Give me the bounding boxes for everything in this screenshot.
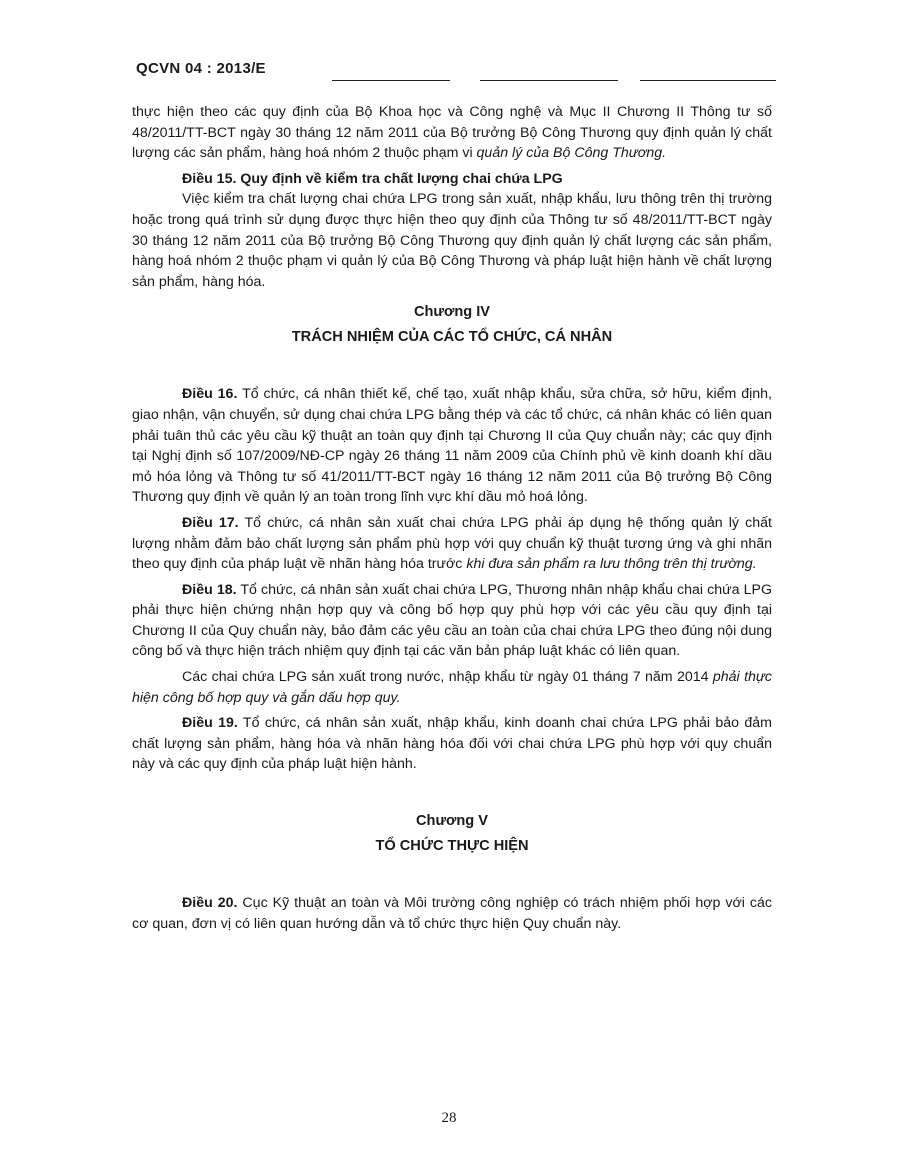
standard-code: QCVN 04 : 2013/E xyxy=(136,60,266,77)
article-18: Điều 18. Tổ chức, cá nhân sản xuất chai chứa LPG, Thương nhân nhập khẩu chai chứa LPG phải thực hiện chứng nhận hợp quy và công bố hợp quy phù hợp với các yêu cầu quy định tại Chương II của Quy chuẩn này, bảo đảm các yêu cầu an toàn của chai chứa LPG theo đúng nội dung công bố và thực hiện trách nhiệm quy định tại các văn bản pháp luật khác có liên quan. xyxy=(132,581,772,660)
article-16: Điều 16. Tổ chức, cá nhân thiết kế, chế tạo, xuất nhập khẩu, sửa chữa, sở hữu, kiểm định, giao nhận, vận chuyển, sử dụng chai chứa LPG bằng thép và các tổ chức, cá nhân khác có liên quan phải tuân thủ các yêu cầu kỹ thuật an toàn quy định tại Chương II của Quy chuẩn này; các quy định tại Nghị định số 107/2009/NĐ-CP ngày 26 tháng 11 năm 2009 của Chính phủ về kinh doanh khí dầu mỏ hóa lỏng và Thông tư số 41/2011/TT-BCT ngày 16 tháng 12 năm 2011 của Bộ trưởng Bộ Công Thương quy định về quản lý an toàn trong lĩnh vực khí dầu mỏ hoá lỏng. xyxy=(132,386,772,506)
article-15-title: Điều 15. Quy định về kiểm tra chất lượng chai chứa LPG xyxy=(182,170,563,187)
article-17-label: Điều 17. xyxy=(182,514,239,531)
article-17: Điều 17. Tổ chức, cá nhân sản xuất chai chứa LPG phải áp dụng hệ thống quản lý chất lượng nhằm đảm bảo chất lượng sản phẩm phù hợp với quy chuẩn kỹ thuật tương ứng và ghi nhãn theo quy định của pháp luật về nhãn hàng hóa trước khi đưa sản phẩm ra lưu thông trên thị trường. xyxy=(132,514,772,573)
header-rule xyxy=(480,80,618,81)
article-18-extra: Các chai chứa LPG sản xuất trong nước, nhập khẩu từ ngày 01 tháng 7 năm 2014 phải thực hiện công bố hợp quy và gắn dấu hợp quy. xyxy=(132,669,772,706)
article-16-label: Điều 16. xyxy=(182,386,238,403)
chapter-4-title: TRÁCH NHIỆM CỦA CÁC TỔ CHỨC, CÁ NHÂN xyxy=(291,329,613,346)
page-number: 28 xyxy=(441,1110,457,1126)
document-body xyxy=(132,102,772,934)
article-15-body: Việc kiểm tra chất lượng chai chứa LPG trong sản xuất, nhập khẩu, lưu thông trên thị trường hoặc trong quá trình sử dụng được thực hiện theo quy định của Thông tư số 48/2011/TT-BCT ngày 30 tháng 12 năm 2011 của Bộ trưởng Bộ Công Thương quy định quản lý chất lượng các sản phẩm, hàng hoá nhóm 2 thuộc phạm vi quản lý của Bộ Công Thương và pháp luật hiện hành về chất lượng sản phẩm, hàng hóa. xyxy=(132,191,772,290)
chapter-4-label: Chương IV xyxy=(413,304,491,321)
page-header xyxy=(136,56,776,86)
article-18-label: Điều 18. xyxy=(182,581,237,598)
article-20-label: Điều 20. xyxy=(182,895,238,912)
article-19: Điều 19. Tổ chức, cá nhân sản xuất, nhập khẩu, kinh doanh chai chứa LPG phải bảo đảm chất lượng sản phẩm, hàng hóa và nhãn hàng hóa đối với chai chứa LPG phù hợp với quy chuẩn này và các quy định của pháp luật hiện hành. xyxy=(132,715,772,773)
article-20: Điều 20. Cục Kỹ thuật an toàn và Môi trường công nghiệp có trách nhiệm phối hợp với các cơ quan, đơn vị có liên quan hướng dẫn và tổ chức thực hiện Quy chuẩn này. xyxy=(132,895,772,932)
header-rule xyxy=(640,80,776,81)
chapter-5-label: Chương V xyxy=(415,813,488,830)
chapter-5-title: TỔ CHỨC THỰC HIỆN xyxy=(375,838,529,855)
header-rule xyxy=(332,80,450,81)
article-19-label: Điều 19. xyxy=(182,715,238,732)
paragraph-continuation: thực hiện theo các quy định của Bộ Khoa học và Công nghệ và Mục II Chương II Thông tư số 48/2011/TT-BCT ngày 30 tháng 12 năm 2011 của Bộ trưởng Bộ Công Thương quy định quản lý chất lượng các sản phẩm, hàng hoá nhóm 2 thuộc phạm vi quản lý của Bộ Công Thương. xyxy=(132,104,772,162)
